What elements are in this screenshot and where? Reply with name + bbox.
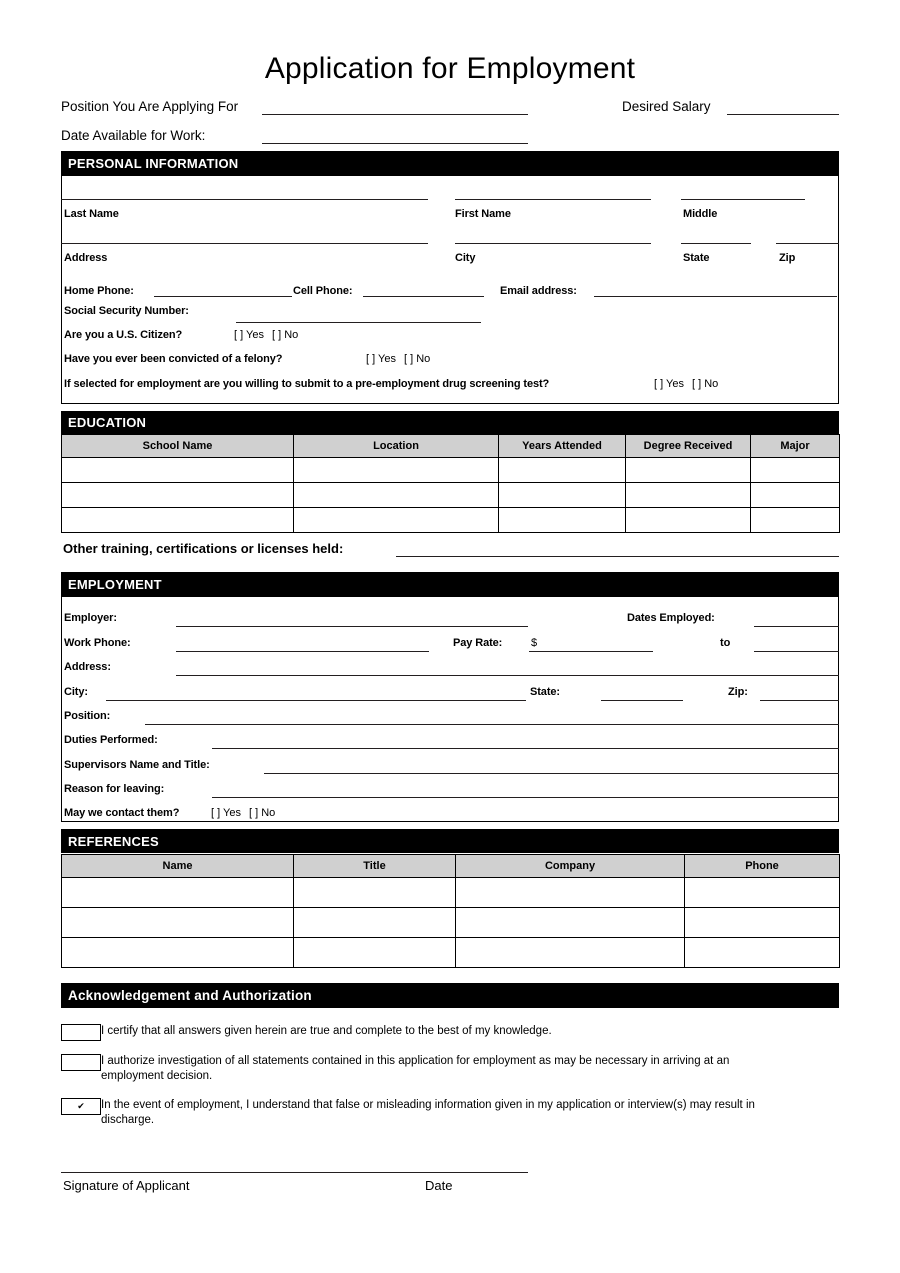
home-phone-input[interactable] — [154, 296, 292, 297]
email-address-label: Email address: — [500, 285, 577, 297]
references-cell[interactable] — [456, 908, 685, 938]
references-cell[interactable] — [685, 908, 840, 938]
signature-of-applicant-label: Signature of Applicant — [63, 1178, 190, 1193]
references-cell[interactable] — [456, 938, 685, 968]
references-col-phone: Phone — [685, 855, 840, 878]
city-label: City — [455, 252, 476, 264]
employment-state-input[interactable] — [601, 700, 683, 701]
email-address-input[interactable] — [594, 296, 837, 297]
dates-employed-to-label: to — [720, 637, 731, 649]
employer-label: Employer: — [64, 612, 117, 624]
pay-rate-label: Pay Rate: — [453, 637, 503, 649]
acknowledgement-text-discharge: In the event of employment, I understand that false or misleading information given in my application or interview(s) may result in discharge. — [101, 1099, 755, 1126]
references-col-name: Name — [62, 855, 294, 878]
section-education-header: EDUCATION — [61, 411, 839, 434]
first-name-input[interactable] — [455, 199, 651, 200]
education-cell[interactable] — [62, 483, 294, 508]
first-name-label: First Name — [455, 208, 511, 220]
table-row — [62, 483, 840, 508]
employment-address-label: Address: — [64, 661, 111, 673]
pay-rate-input[interactable] — [529, 651, 653, 652]
references-table — [61, 854, 840, 968]
address-label: Address — [64, 252, 108, 264]
references-cell[interactable] — [294, 878, 456, 908]
education-cell[interactable] — [626, 508, 751, 533]
references-cell[interactable] — [62, 908, 294, 938]
reason-for-leaving-label: Reason for leaving: — [64, 783, 165, 795]
date-available-input[interactable] — [262, 143, 528, 144]
ssn-label: Social Security Number: — [64, 305, 189, 317]
other-training-label: Other training, certifications or licenses held: — [63, 541, 344, 556]
drug-screening-yes-checkbox[interactable]: [ ] Yes — [654, 378, 684, 390]
acknowledgement-checkbox-authorize[interactable] — [61, 1054, 101, 1071]
acknowledgement-checkbox-certify[interactable] — [61, 1024, 101, 1041]
duties-performed-label: Duties Performed: — [64, 734, 158, 746]
felony-no-checkbox[interactable]: [ ] No — [404, 353, 431, 365]
cell-phone-label: Cell Phone: — [293, 285, 353, 297]
duties-performed-input[interactable] — [212, 748, 839, 749]
employment-position-label: Position: — [64, 710, 111, 722]
section-references-header: REFERENCES — [61, 829, 839, 853]
work-phone-input[interactable] — [176, 651, 429, 652]
table-row — [62, 458, 840, 483]
dates-employed-label: Dates Employed: — [627, 612, 715, 624]
date-available-label: Date Available for Work: — [61, 128, 206, 143]
position-applying-for-input[interactable] — [262, 114, 528, 115]
table-row — [62, 878, 840, 908]
other-training-input[interactable] — [396, 556, 839, 557]
desired-salary-input[interactable] — [727, 114, 839, 115]
may-contact-yes-checkbox[interactable]: [ ] Yes — [211, 807, 241, 819]
supervisor-name-title-label: Supervisors Name and Title: — [64, 759, 210, 771]
section-acknowledgement-header: Acknowledgement and Authorization — [61, 983, 839, 1008]
state-label: State — [683, 252, 710, 264]
education-cell[interactable] — [499, 483, 626, 508]
education-cell[interactable] — [751, 458, 840, 483]
references-table-header-row — [62, 855, 840, 878]
references-cell[interactable] — [294, 908, 456, 938]
supervisor-name-title-input[interactable] — [264, 773, 839, 774]
education-cell[interactable] — [62, 458, 294, 483]
employment-zip-label: Zip: — [728, 686, 748, 698]
page-title: Application for Employment — [264, 52, 636, 85]
position-applying-for-label: Position You Are Applying For — [61, 99, 239, 114]
state-input[interactable] — [681, 243, 751, 244]
employment-zip-input[interactable] — [760, 700, 839, 701]
reason-for-leaving-input[interactable] — [212, 797, 839, 798]
education-col-major: Major — [751, 435, 840, 458]
education-table-header-row — [62, 435, 840, 458]
zip-input[interactable] — [776, 243, 839, 244]
drug-screening-no-checkbox[interactable]: [ ] No — [692, 378, 719, 390]
work-phone-label: Work Phone: — [64, 637, 131, 649]
employment-panel — [61, 596, 839, 822]
acknowledgement-text-certify: I certify that all answers given herein are true and complete to the best of my knowledge. — [101, 1025, 552, 1037]
personal-information-panel — [61, 175, 839, 404]
address-input[interactable] — [61, 243, 428, 244]
employment-address-input[interactable] — [176, 675, 839, 676]
table-row — [62, 508, 840, 533]
signature-date-label: Date — [425, 1178, 453, 1193]
section-employment-header: EMPLOYMENT — [61, 572, 839, 596]
references-cell[interactable] — [62, 878, 294, 908]
desired-salary-label: Desired Salary — [622, 99, 711, 114]
employment-state-label: State: — [530, 686, 560, 698]
references-col-title: Title — [294, 855, 456, 878]
acknowledgement-text-authorize: I authorize investigation of all statements contained in this application for employment as may be necessary in arriving at an employment decision. — [101, 1055, 730, 1082]
education-cell[interactable] — [294, 483, 499, 508]
education-cell[interactable] — [62, 508, 294, 533]
education-cell[interactable] — [751, 508, 840, 533]
citizen-yes-checkbox[interactable]: [ ] Yes — [234, 329, 264, 341]
education-col-years-attended: Years Attended — [499, 435, 626, 458]
education-table — [61, 434, 840, 533]
ssn-input[interactable] — [236, 322, 481, 323]
education-col-school-name: School Name — [62, 435, 294, 458]
dates-employed-from-input[interactable] — [754, 626, 839, 627]
city-input[interactable] — [455, 243, 651, 244]
references-cell[interactable] — [456, 878, 685, 908]
education-cell[interactable] — [626, 458, 751, 483]
table-row — [62, 938, 840, 968]
last-name-input[interactable] — [61, 199, 428, 200]
citizen-question-label: Are you a U.S. Citizen? — [64, 329, 183, 341]
middle-name-label: Middle — [683, 208, 718, 220]
education-cell[interactable] — [626, 483, 751, 508]
home-phone-label: Home Phone: — [64, 285, 134, 297]
drug-screening-question-label: If selected for employment are you willing to submit to a pre-employment drug screening test? — [64, 378, 550, 390]
education-col-location: Location — [294, 435, 499, 458]
education-cell[interactable] — [751, 483, 840, 508]
acknowledgement-checkbox-discharge[interactable]: ✔ — [61, 1098, 101, 1115]
last-name-label: Last Name — [64, 208, 119, 220]
pay-rate-currency-symbol: $ — [531, 637, 538, 649]
employment-city-label: City: — [64, 686, 88, 698]
education-cell[interactable] — [499, 508, 626, 533]
education-cell[interactable] — [499, 458, 626, 483]
references-cell[interactable] — [62, 938, 294, 968]
may-contact-no-checkbox[interactable]: [ ] No — [249, 807, 276, 819]
education-cell[interactable] — [294, 458, 499, 483]
section-personal-information-header: PERSONAL INFORMATION — [61, 151, 839, 175]
table-row — [62, 908, 840, 938]
citizen-no-checkbox[interactable]: [ ] No — [272, 329, 299, 341]
may-contact-question-label: May we contact them? — [64, 807, 180, 819]
zip-label: Zip — [779, 252, 796, 264]
employer-input[interactable] — [176, 626, 528, 627]
felony-yes-checkbox[interactable]: [ ] Yes — [366, 353, 396, 365]
employment-position-input[interactable] — [145, 724, 839, 725]
references-cell[interactable] — [685, 938, 840, 968]
education-col-degree-received: Degree Received — [626, 435, 751, 458]
references-cell[interactable] — [294, 938, 456, 968]
signature-line[interactable] — [61, 1172, 528, 1173]
references-col-company: Company — [456, 855, 685, 878]
dates-employed-to-input[interactable] — [754, 651, 839, 652]
cell-phone-input[interactable] — [363, 296, 484, 297]
employment-city-input[interactable] — [106, 700, 526, 701]
education-cell[interactable] — [294, 508, 499, 533]
middle-name-input[interactable] — [681, 199, 805, 200]
references-cell[interactable] — [685, 878, 840, 908]
felony-question-label: Have you ever been convicted of a felony? — [64, 353, 283, 365]
